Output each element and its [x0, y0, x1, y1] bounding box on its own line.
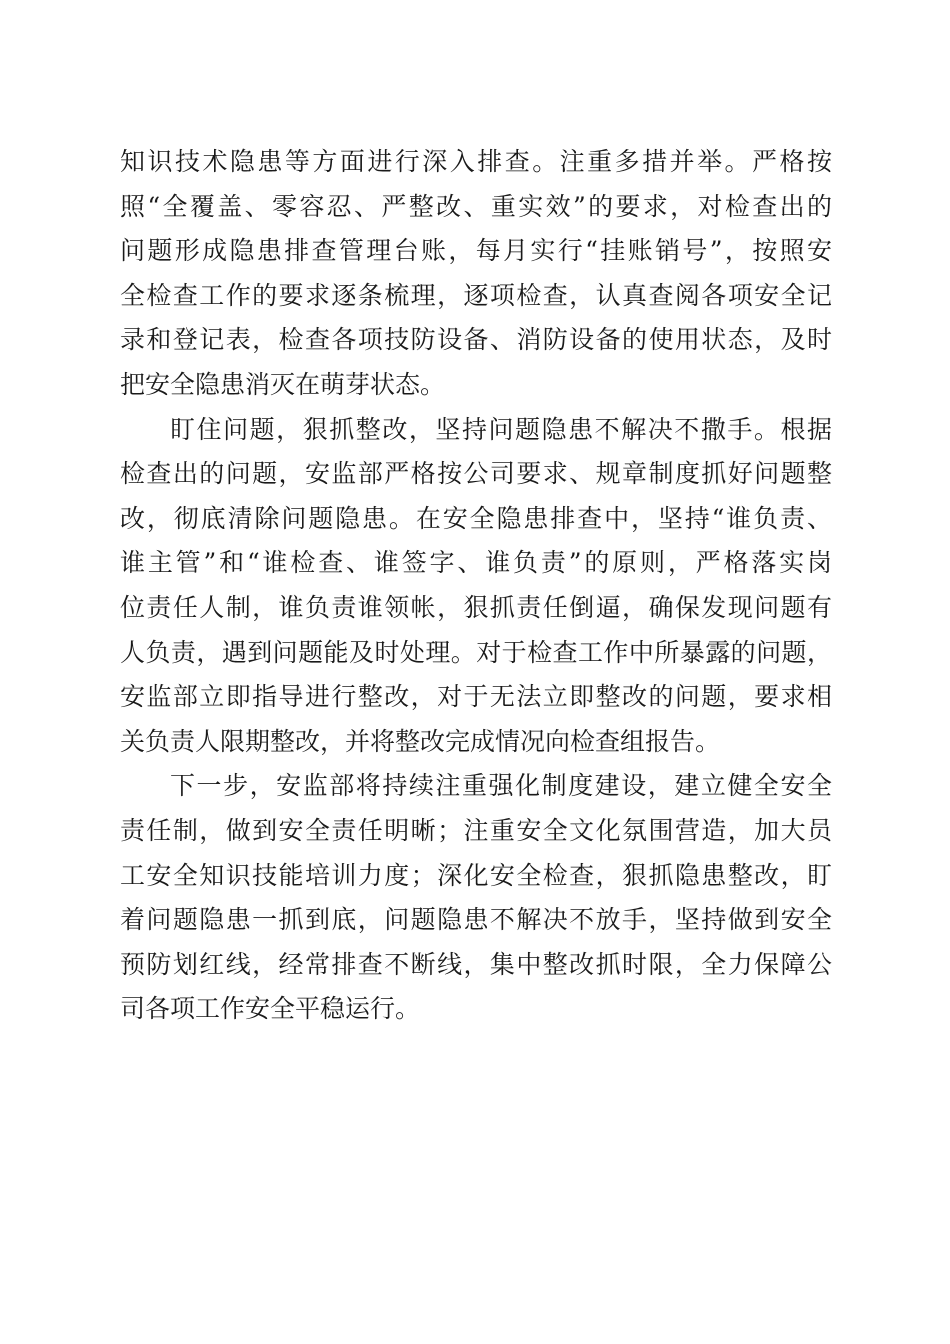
- text-line: 司各项工作安全平稳运行。: [120, 994, 421, 1024]
- text-line: 谁主管”和“谁检查、谁签字、谁负责”的原则，严格落实岗: [120, 548, 832, 578]
- text-line: 责任制，做到安全责任明晰；注重安全文化氛围营造，加大员: [120, 815, 832, 845]
- text-line: 人负责，遇到问题能及时处理。对于检查工作中所暴露的问题，: [120, 637, 832, 667]
- text-line: 工安全知识技能培训力度；深化安全检查，狠抓隐患整改，盯: [120, 860, 832, 890]
- document-body: [120, 140, 832, 1032]
- paragraph-2: [120, 408, 832, 765]
- text-line: 关负责人限期整改，并将整改完成情况向检查组报告。: [120, 726, 721, 756]
- text-line: 下一步，安监部将持续注重强化制度建设，建立健全安全: [170, 771, 832, 801]
- text-line: 盯住问题，狠抓整改，坚持问题隐患不解决不撒手。根据: [170, 414, 832, 444]
- text-line: 问题形成隐患排查管理台账，每月实行“挂账销号”，按照安: [120, 236, 832, 266]
- text-line: 录和登记表，检查各项技防设备、消防设备的使用状态，及时: [120, 325, 832, 355]
- paragraph-3: [120, 764, 832, 1032]
- text-line: 改，彻底清除问题隐患。在安全隐患排查中，坚持“谁负责、: [120, 503, 832, 533]
- text-line: 把安全隐患消灭在萌芽状态。: [120, 369, 446, 399]
- text-line: 安监部立即指导进行整改，对于无法立即整改的问题，要求相: [120, 682, 832, 712]
- paragraph-1: [120, 140, 832, 408]
- text-line: 检查出的问题，安监部严格按公司要求、规章制度抓好问题整: [120, 459, 832, 489]
- text-line: 知识技术隐患等方面进行深入排查。注重多措并举。严格按: [120, 147, 832, 176]
- text-line: 着问题隐患一抓到底，问题隐患不解决不放手，坚持做到安全: [120, 905, 832, 935]
- text-line: 照“全覆盖、零容忍、严整改、重实效”的要求，对检查出的: [120, 191, 832, 221]
- text-line: 位责任人制，谁负责谁领帐，狠抓责任倒逼，确保发现问题有: [120, 592, 832, 622]
- text-line: 预防划红线，经常排查不断线，集中整改抓时限，全力保障公: [120, 949, 832, 979]
- text-line: 全检查工作的要求逐条梳理，逐项检查，认真查阅各项安全记: [120, 280, 832, 310]
